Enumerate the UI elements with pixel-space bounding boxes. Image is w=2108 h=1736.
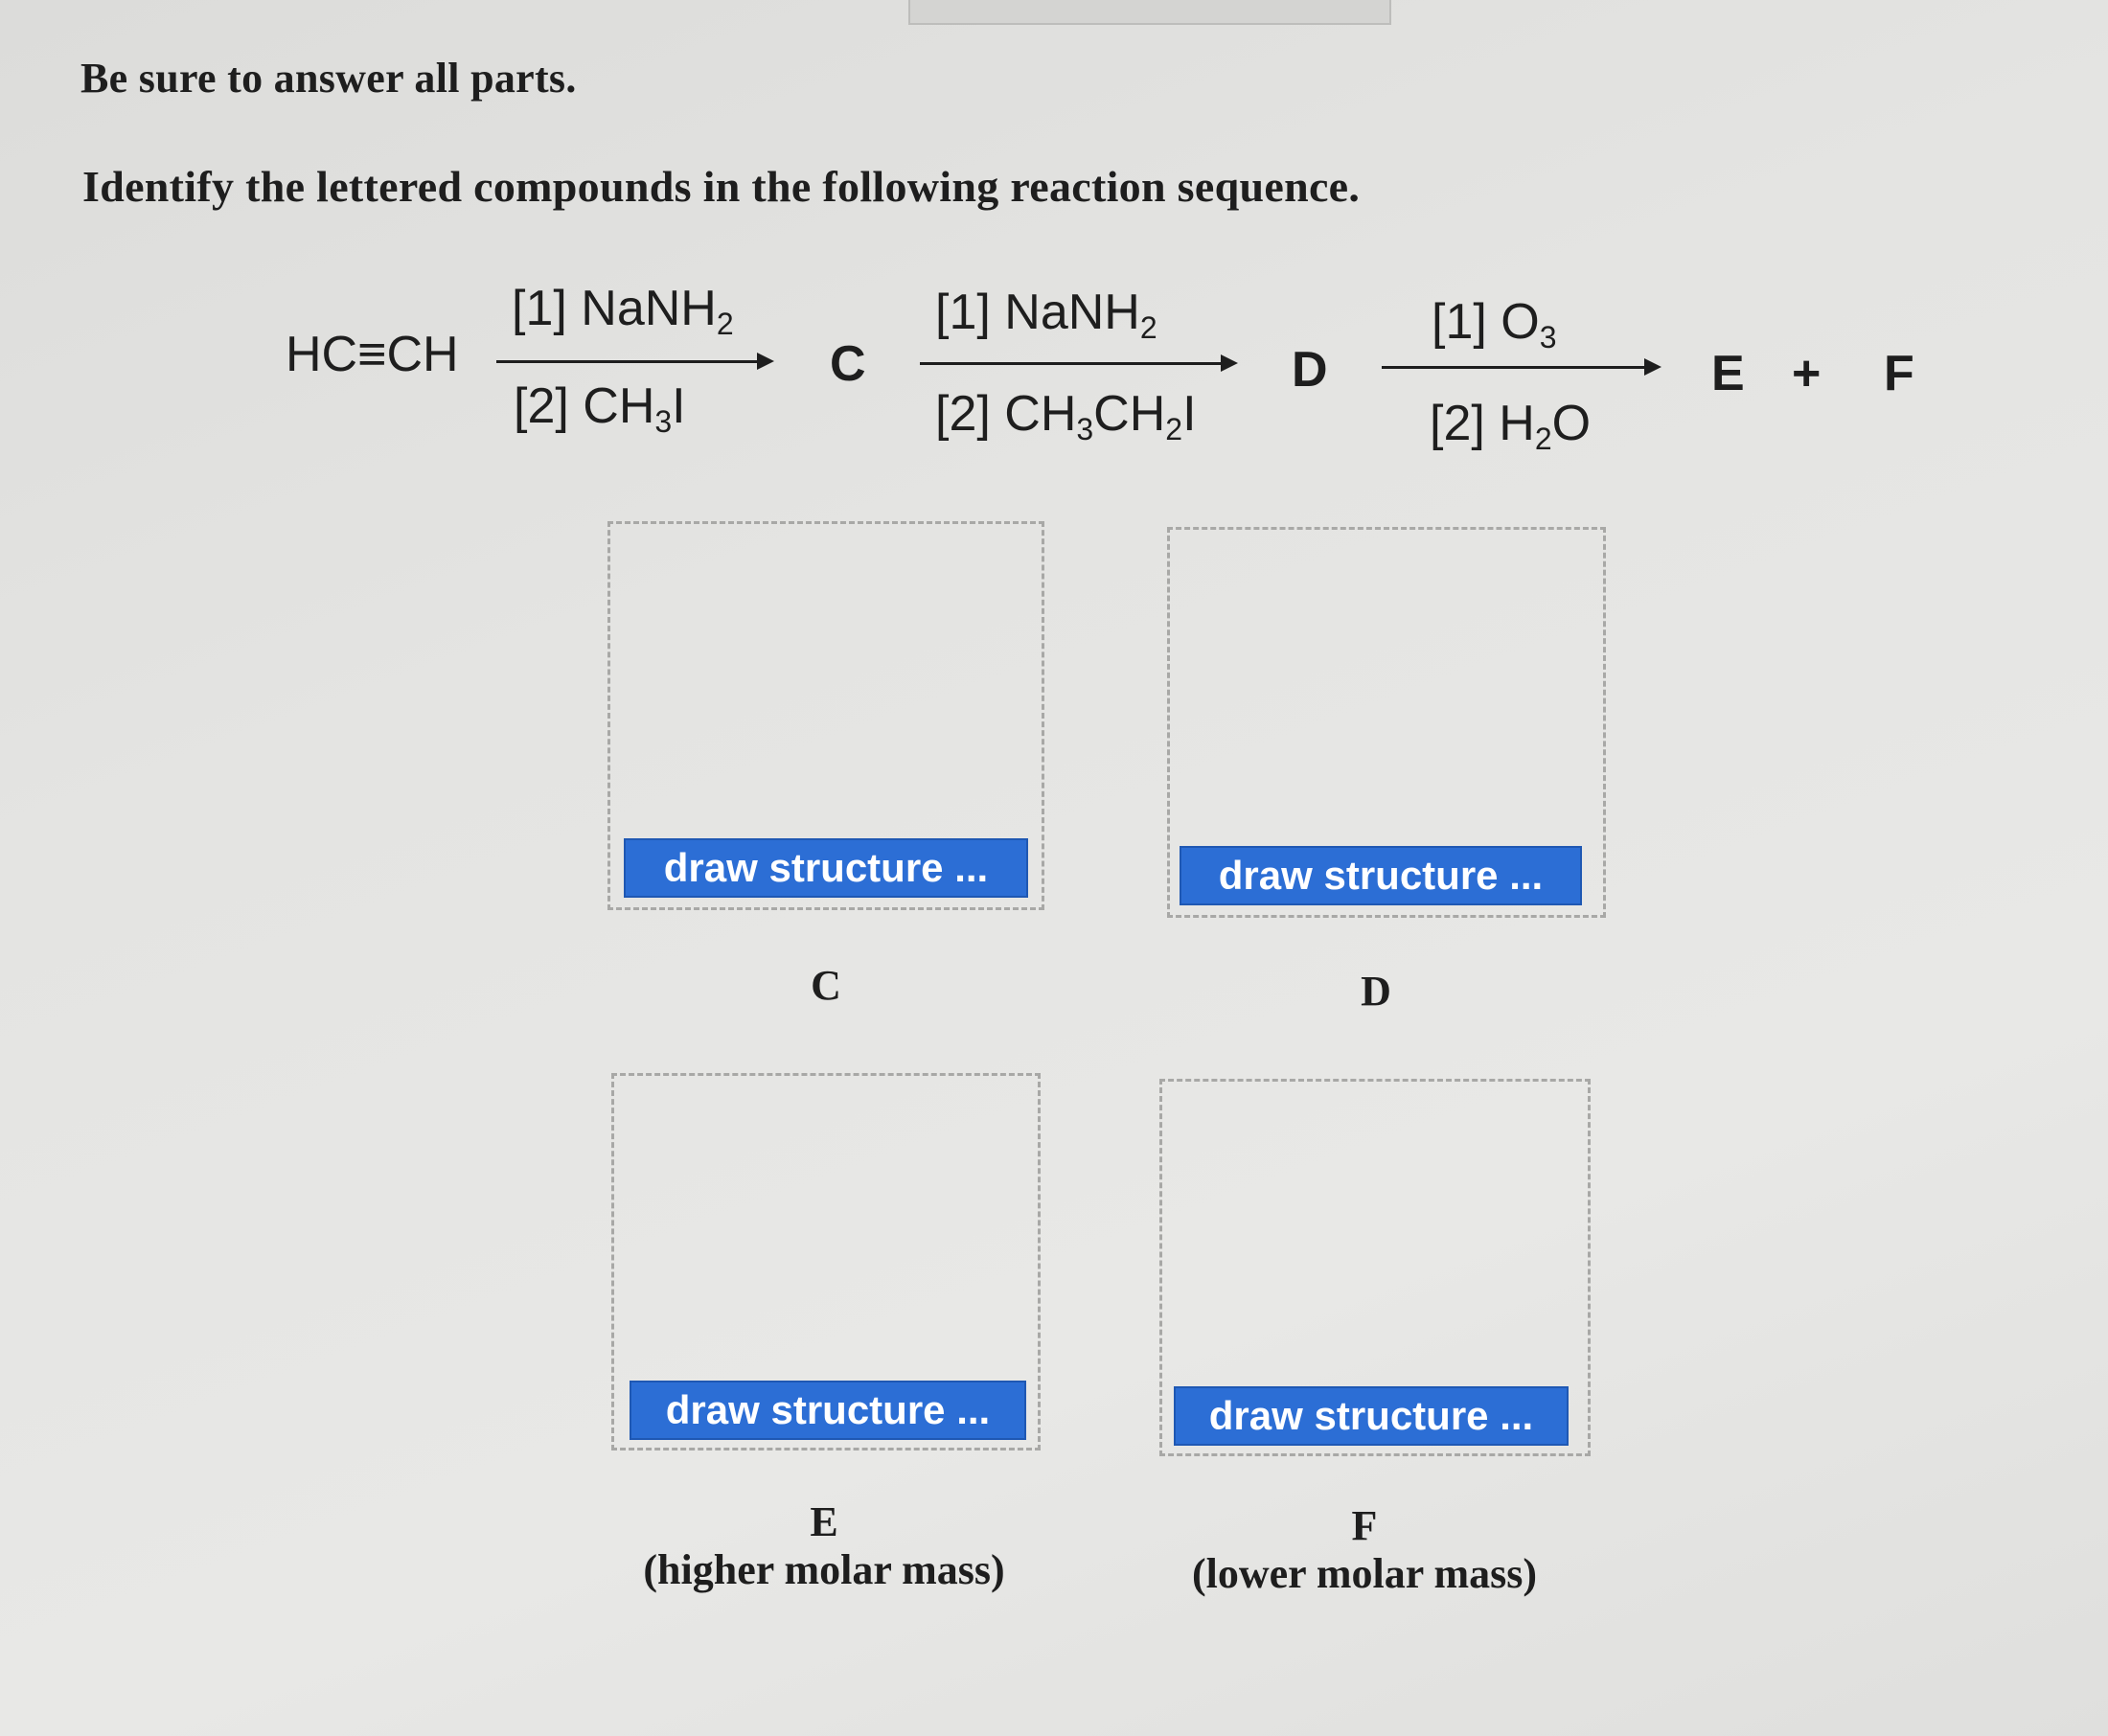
instruction-text: Be sure to answer all parts. (80, 55, 577, 102)
draw-structure-button-d[interactable]: draw structure ... (1180, 846, 1582, 905)
structure-box-d[interactable] (1167, 527, 1606, 918)
step1-arrow (496, 360, 770, 363)
question-text: Identify the lettered compounds in the following reaction sequence. (82, 162, 1361, 211)
label-f (1115, 1502, 1614, 1598)
top-tab (908, 0, 1391, 25)
starting-material: HC≡CH (286, 327, 459, 382)
label-c: C (811, 962, 841, 1009)
structure-box-e[interactable] (611, 1073, 1041, 1450)
label-f-letter: F (1351, 1502, 1378, 1549)
product-f: F (1884, 346, 1914, 401)
step2-reagent2: [2] $CH_3CH_2I$ (935, 386, 1197, 446)
draw-structure-button-f[interactable]: draw structure ... (1174, 1386, 1569, 1446)
draw-structure-button-c[interactable]: draw structure ... (624, 838, 1028, 898)
plus-sign: + (1792, 346, 1822, 401)
label-e-letter: E (810, 1498, 838, 1545)
label-f-note: (lower molar mass) (1191, 1550, 1538, 1597)
draw-structure-button-e[interactable]: draw structure ... (630, 1381, 1026, 1440)
product-e: E (1711, 346, 1745, 401)
structure-box-c[interactable] (607, 521, 1044, 910)
step3-arrow (1382, 366, 1658, 369)
step2-reagent1: [1] NaNH$_2$ (935, 285, 1157, 345)
step3-reagent1: [1] $O_3$ (1432, 294, 1557, 354)
step2-arrow (920, 362, 1234, 365)
step3-reagent2: [2] $H_2O$ (1430, 396, 1592, 456)
step1-reagent1: [1] NaNH$_2$ (512, 281, 734, 341)
label-e-note: (higher molar mass) (643, 1546, 1005, 1593)
step1-reagent2: [2] $CH_3I$ (514, 378, 686, 439)
label-e (575, 1498, 1073, 1594)
product-c: C (830, 336, 866, 392)
label-d: D (1361, 968, 1391, 1015)
structure-box-f[interactable] (1159, 1079, 1591, 1456)
product-d: D (1292, 342, 1328, 398)
